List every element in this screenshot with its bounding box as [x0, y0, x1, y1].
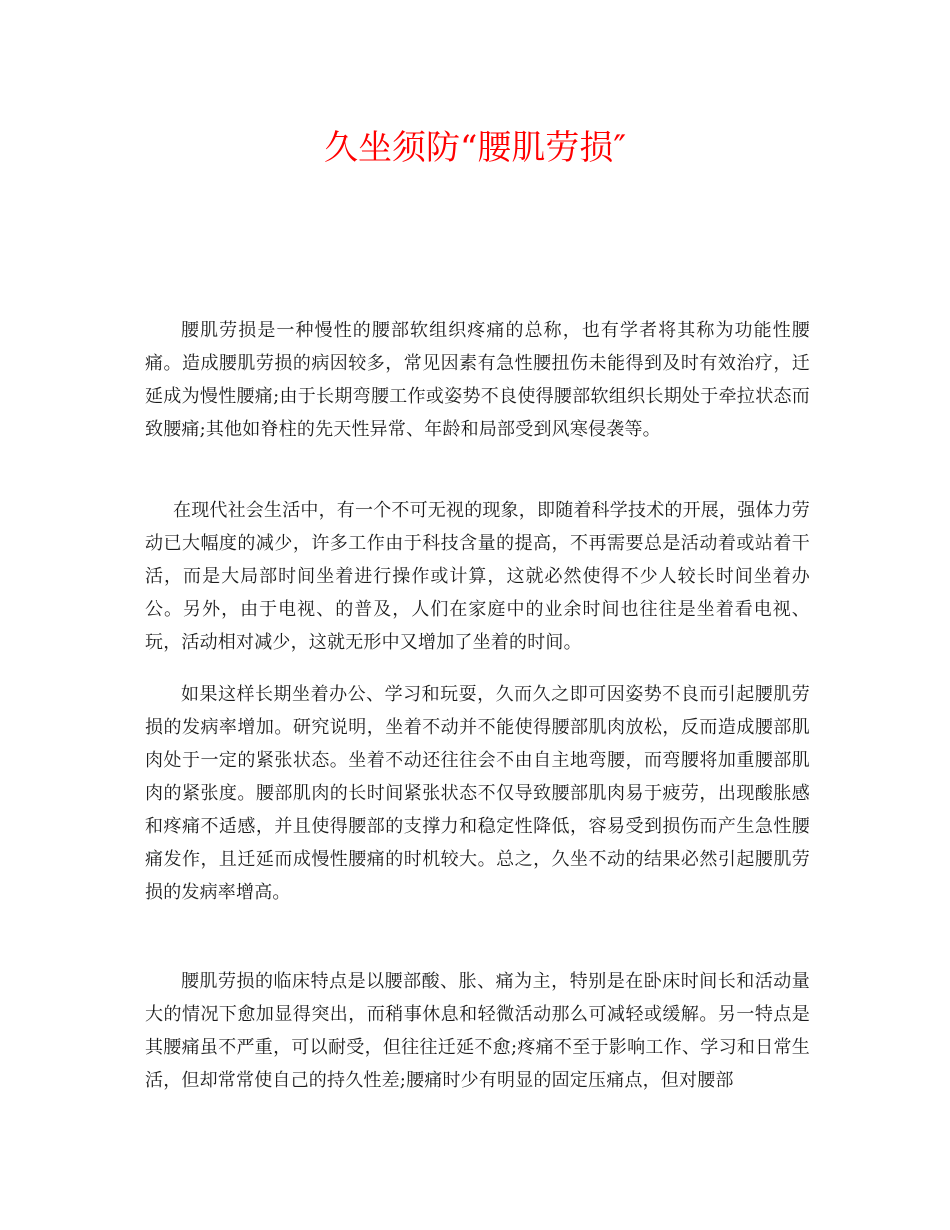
paragraph-4: 腰肌劳损的临床特点是以腰部酸、胀、痛为主，特别是在卧床时间长和活动量大的情况下愈加显得突出，而稍事休息和轻微活动那么可减轻或缓解。另一特点是其腰痛虽不严重，可以耐受，但往往迁延不愈;疼痛不至于影响工作、学习和日常生活，但却常常使自己的持久性差;腰痛时少有明显的固定压痛点，但对腰部 — [145, 971, 810, 1091]
paragraph-3: 如果这样长期坐着办公、学习和玩耍，久而久之即可因姿势不良而引起腰肌劳损的发病率增加。研究说明，坐着不动并不能使得腰部肌肉放松，反而造成腰部肌肉处于一定的紧张状态。坐着不动还往往会不由自主地弯腰，而弯腰将加重腰部肌肉的紧张度。腰部肌肉的长时间紧张状态不仅导致腰部肌肉易于疲劳，出现酸胀感和疼痛不适感，并且使得腰部的支撑力和稳定性降低，容易受到损伤而产生急性腰痛发作，且迁延而成慢性腰痛的时机较大。总之，久坐不动的结果必然引起腰肌劳损的发病率增高。 — [145, 684, 810, 903]
paragraph-1: 腰肌劳损是一种慢性的腰部软组织疼痛的总称，也有学者将其称为功能性腰痛。造成腰肌劳损的病因较多，常见因素有急性腰扭伤未能得到及时有效治疗，迁延成为慢性腰痛;由于长期弯腰工作或姿势不良使得腰部软组织长期处于牵拉状态而致腰痛;其他如脊柱的先天性异常、年龄和局部受到风寒侵袭等。 — [145, 320, 810, 440]
paragraph-2: 在现代社会生活中，有一个不可无视的现象，即随着科学技术的开展，强体力劳动已大幅度的减少，许多工作由于科技含量的提高，不再需要总是活动着或站着干活，而是大局部时间坐着进行操作或计算，这就必然使得不少人较长时间坐着办公。另外，由于电视、的普及，人们在家庭中的业余时间也往往是坐着看电视、玩，活动相对减少，这就无形中又增加了坐着的时间。 — [145, 500, 810, 653]
document-title: 久坐须防“腰肌劳损″ — [323, 128, 627, 168]
